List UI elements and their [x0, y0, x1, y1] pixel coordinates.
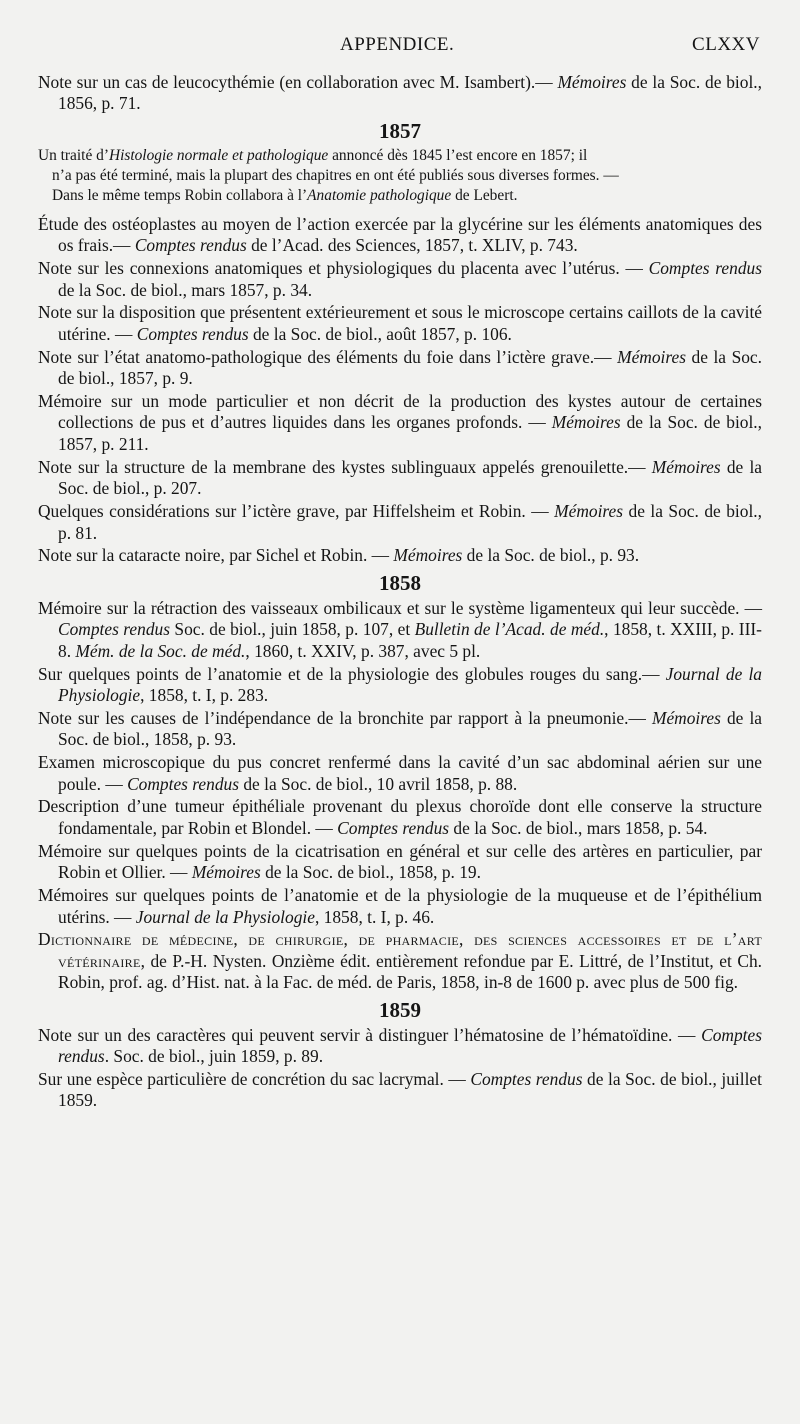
bib-entry: Mémoire sur un mode particulier et non décrit de la production des kystes autour de certaines collections de pus et d’autres liquides dans les organes profonds. — Mémoires de la Soc. de biol., 1857, p. 211.: [38, 391, 763, 454]
year-heading-1858: 1858: [379, 570, 421, 595]
year-heading-1857: 1857: [379, 118, 421, 143]
bib-entry: Dictionnaire de médecine, de chirurgie, de pharmacie, des sciences accessoires et de l’art vétérinaire, de P.-H. Nysten. Onzième édit. entièrement refondue par E. Littré, de l’Institut, et Ch. Robin, prof. ag. d’Hist. nat. à la Fac. de méd. de Paris, 1858, in-8 de 1600 p. avec plus de 500 fig.: [38, 929, 762, 993]
bib-entry: Sur une espèce particulière de concrétion du sac lacrymal. — Comptes rendus de la Soc. de biol., juillet 1859.: [38, 1068, 762, 1111]
bib-entry: Étude des ostéoplastes au moyen de l’action exercée par la glycérine sur les éléments anatomiques des os frais.— Comptes rendus de l’Acad. des Sciences, 1857, t. XLIV, p. 743.: [38, 213, 762, 256]
bib-entry: Mémoire sur quelques points de la cicatrisation en général et sur celle des artères en particulier, par Robin et Ollier. — Mémoires de la Soc. de biol., 1858, p. 19.: [38, 840, 762, 883]
bib-entry: Note sur la structure de la membrane des kystes sublinguaux appelés grenouilette.— Mémoires de la Soc. de biol., p. 207.: [38, 456, 762, 499]
year-heading-1859: 1859: [379, 997, 421, 1022]
bib-entry: Note sur la disposition que présentent extérieurement et sous le microscope certains caillots de la cavité utérine. — Comptes rendus de la Soc. de biol., août 1857, p. 106.: [38, 302, 762, 344]
bib-entry: Quelques considérations sur l’ictère grave, par Hiffelsheim et Robin. — Mémoires de la Soc. de biol., p. 81.: [38, 501, 762, 543]
bib-entry: Sur quelques points de l’anatomie et de la physiologie des globules rouges du sang.— Journal de la Physiologie, 1858, t. I, p. 283.: [38, 663, 762, 705]
bib-entry: Note sur un des caractères qui peuvent servir à distinguer l’hématosine de l’hématoïdine. — Comptes rendus. Soc. de biol., juin 1859, p. 89.: [38, 1024, 762, 1067]
bib-entry: Description d’une tumeur épithéliale provenant du plexus choroïde dont elle conserve la structure fondamentale, par Robin et Blondel. — Comptes rendus de la Soc. de biol., mars 1858, p. 54.: [38, 796, 762, 838]
bib-entry: Examen microscopique du pus concret renfermé dans la cavité d’un sac abdominal aérien sur une poule. — Comptes rendus de la Soc. de biol., 10 avril 1858, p. 88.: [38, 752, 762, 794]
bib-entry: Note sur les connexions anatomiques et physiologiques du placenta avec l’utérus. — Comptes rendus de la Soc. de biol., mars 1857, p. 34.: [38, 258, 762, 300]
bib-entry: Mémoires sur quelques points de l’anatomie et de la physiologie de la muqueuse et de l’épithélium utérins. — Journal de la Physiologie, 1858, t. I, p. 46.: [38, 885, 762, 927]
page-number: CLXXV: [692, 34, 760, 55]
bib-entry: Note sur l’état anatomo-pathologique des éléments du foie dans l’ictère grave.— Mémoires de la Soc. de biol., 1857, p. 9.: [38, 346, 762, 389]
bib-entry: Note sur la cataracte noire, par Sichel et Robin. — Mémoires de la Soc. de biol., p. 93.: [38, 545, 640, 566]
bibliography: [38, 72, 762, 1113]
bib-entry: Note sur les causes de l’indépendance de la bronchite par rapport à la pneumonie.— Mémoires de la Soc. de biol., 1858, p. 93.: [38, 707, 762, 750]
running-header: [340, 34, 760, 60]
bib-entry: Mémoire sur la rétraction des vaisseaux ombilicaux et sur le système ligamenteux qui leur succède. — Comptes rendus Soc. de biol., juin 1858, p. 107, et Bulletin de l’Acad. de méd., 1858, t. XXIII, p. III-8. Mém. de la Soc. de méd., 1860, t. XXIV, p. 387, avec 5 pl.: [38, 597, 762, 661]
dictionary-title: Dictionnaire de médecine, de chirurgie, de pharmacie, des sciences accessoires et de l’art vétérinaire: [38, 929, 762, 971]
editorial-note: Un traité d’Histologie normale et pathologique annoncé dès 1845 l’est encore en 1857; il n’a pas été terminé, mais la plupart des chapitres en ont été publiés sous diverses formes. — Dans le même temps Robin collabora à l’Anatomie pathologique de Lebert.: [38, 146, 619, 204]
bib-entry: Note sur un cas de leucocythémie (en collaboration avec M. Isambert).— Mémoires de la Soc. de biol., 1856, p. 71.: [38, 72, 762, 114]
header-title: APPENDICE.: [340, 34, 455, 55]
